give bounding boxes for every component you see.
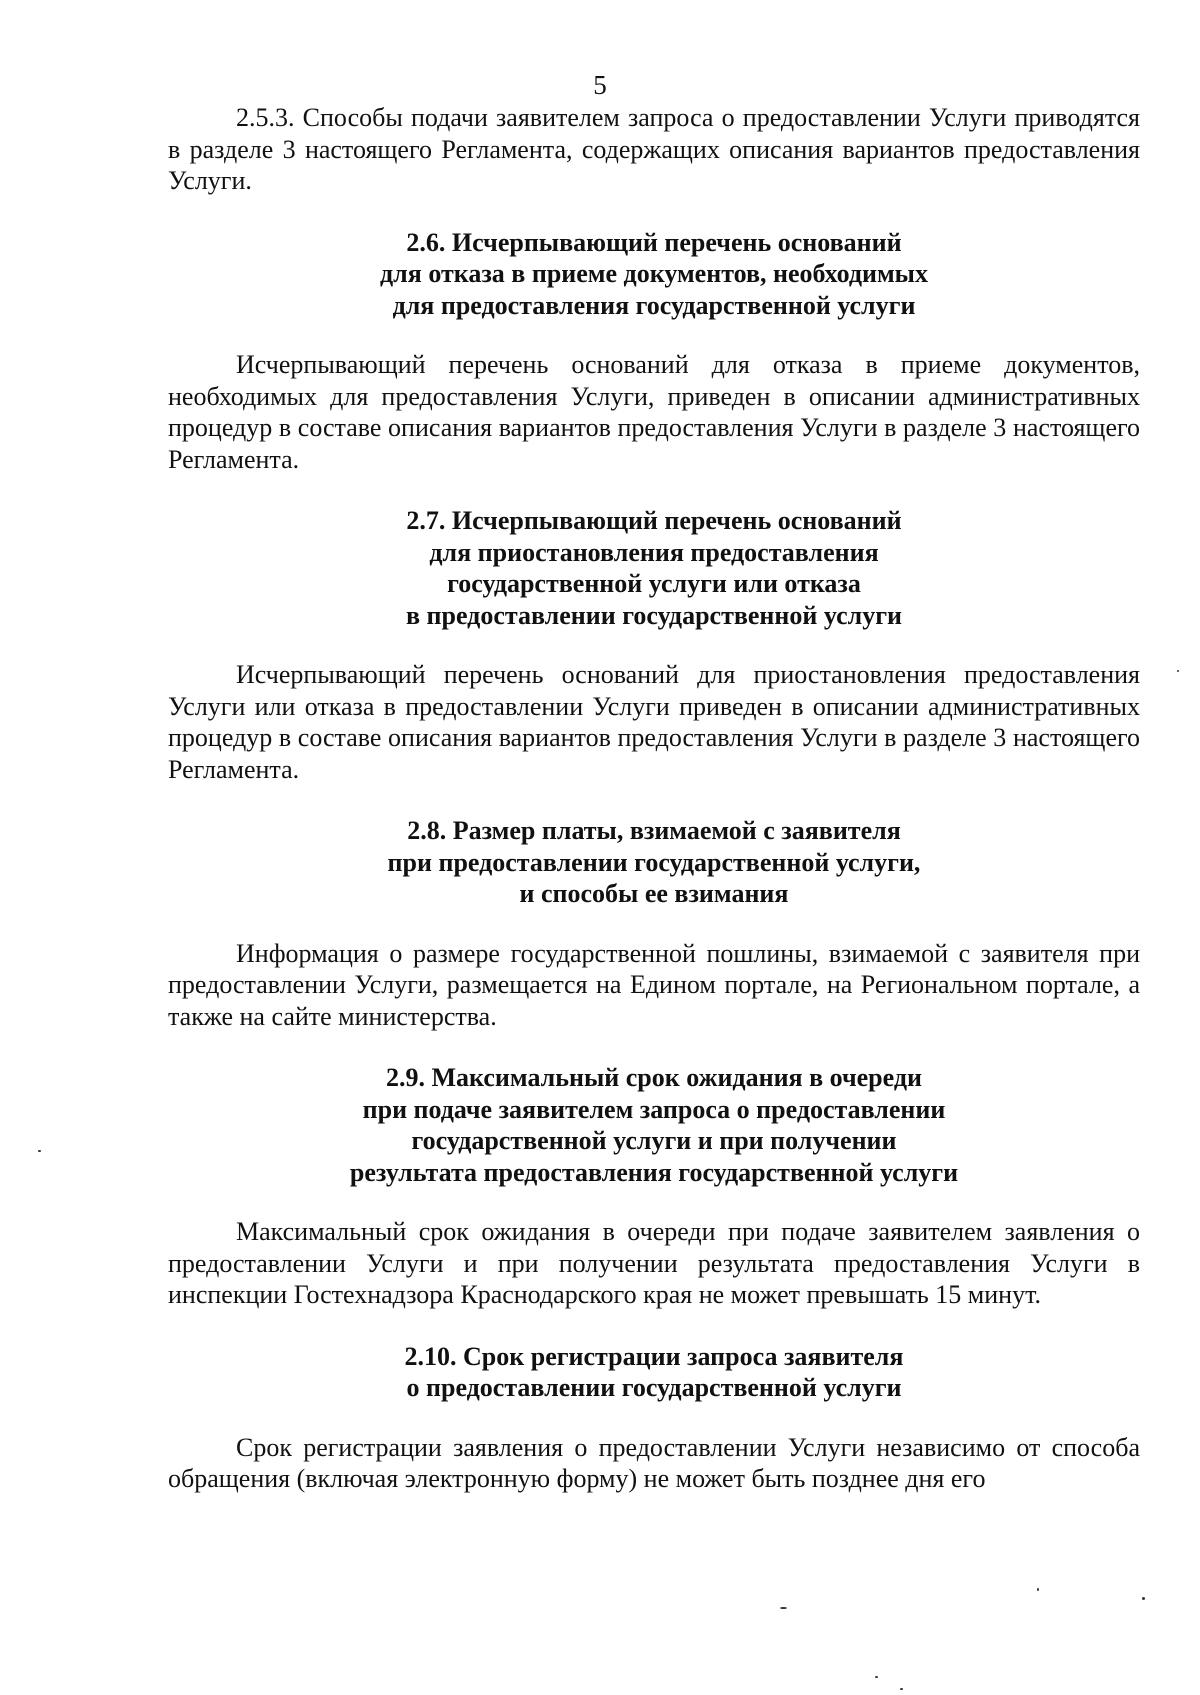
spacer — [168, 321, 1140, 349]
heading-line: о предоставлении государственной услуги — [406, 1373, 902, 1402]
spacer — [168, 1311, 1140, 1341]
heading-line: 2.7. Исчерпывающий перечень оснований — [406, 506, 902, 535]
heading-2-8 — [168, 815, 1140, 910]
scan-speck — [38, 1150, 41, 1152]
paragraph-2-6: Исчерпывающий перечень оснований для отказа в приеме документов, необходимых для предоставления Услуги, приведен в описании административных процедур в составе описания вариантов предоставления Услуги в разделе 3 настоящего Регламента. — [168, 350, 1140, 474]
scan-speck — [875, 1676, 878, 1678]
paragraph-2-8: Информация о размере государственной пошлины, взимаемой с заявителя при предоставлении Услуги, размещается на Едином портале, на Региональном портале, а также на сайте министерства. — [168, 938, 1140, 1031]
scan-speck — [1142, 1597, 1145, 1600]
scan-speck — [1177, 670, 1179, 672]
heading-line: 2.8. Размер платы, взимаемой с заявителя — [407, 816, 901, 845]
spacer — [168, 631, 1140, 659]
paragraph-2-10: Срок регистрации заявления о предоставлении Услуги независимо от способа обращения (включая электронную форму) не может быть позднее дня его — [168, 1432, 1140, 1493]
heading-line: государственной услуги или отказа — [447, 569, 861, 598]
paragraph-2-9: Максимальный срок ожидания в очереди при подаче заявителем заявления о предоставлении Услуги и при получении результата предоставления Услуги в инспекции Гостехнадзора Краснодарского края не может превышать 15 минут. — [168, 1217, 1140, 1309]
scan-speck — [900, 1688, 903, 1690]
heading-2-6 — [168, 227, 1140, 322]
scan-speck — [780, 1607, 787, 1609]
spacer — [168, 910, 1140, 938]
document-body — [168, 102, 1140, 1495]
heading-line: и способы ее взимания — [519, 879, 789, 908]
heading-line: 2.6. Исчерпывающий перечень оснований — [406, 227, 902, 257]
spacer — [168, 197, 1140, 227]
heading-line: 2.10. Срок регистрации запроса заявителя — [404, 1341, 904, 1371]
spacer — [168, 1188, 1140, 1216]
spacer — [168, 475, 1140, 505]
spacer — [168, 1404, 1140, 1432]
page-number: 5 — [593, 70, 607, 100]
paragraph-2-7: Исчерпывающий перечень оснований для приостановления предоставления Услуги или отказа в предоставлении Услуги приведен в описании административных процедур в составе описания вариантов предоставления Услуги в разделе 3 настоящего Регламента. — [168, 660, 1140, 784]
heading-line: результата предоставления государственной услуги — [349, 1157, 959, 1187]
heading-line: для отказа в приеме документов, необходимых — [380, 259, 928, 288]
heading-2-7 — [168, 505, 1140, 631]
heading-2-9 — [168, 1062, 1140, 1188]
spacer — [168, 1032, 1140, 1062]
heading-line: в предоставлении государственной услуги — [405, 600, 902, 630]
scan-speck — [1037, 1588, 1039, 1591]
paragraph-2-5-3: 2.5.3. Способы подачи заявителем запроса о предоставлении Услуги приводятся в разделе 3 настоящего Регламента, содержащих описания вариантов предоставления Услуги. — [168, 103, 1140, 195]
heading-line: 2.9. Максимальный срок ожидания в очереди — [386, 1063, 922, 1092]
heading-line: для предоставления государственной услуги — [392, 290, 916, 320]
heading-line: государственной услуги и при получении — [411, 1126, 897, 1155]
heading-line: для приостановления предоставления — [429, 537, 879, 567]
spacer — [168, 785, 1140, 815]
heading-line: при предоставлении государственной услуги, — [387, 847, 921, 877]
heading-line: при подаче заявителем запроса о предоставлении — [362, 1094, 946, 1124]
heading-2-10 — [168, 1341, 1140, 1404]
